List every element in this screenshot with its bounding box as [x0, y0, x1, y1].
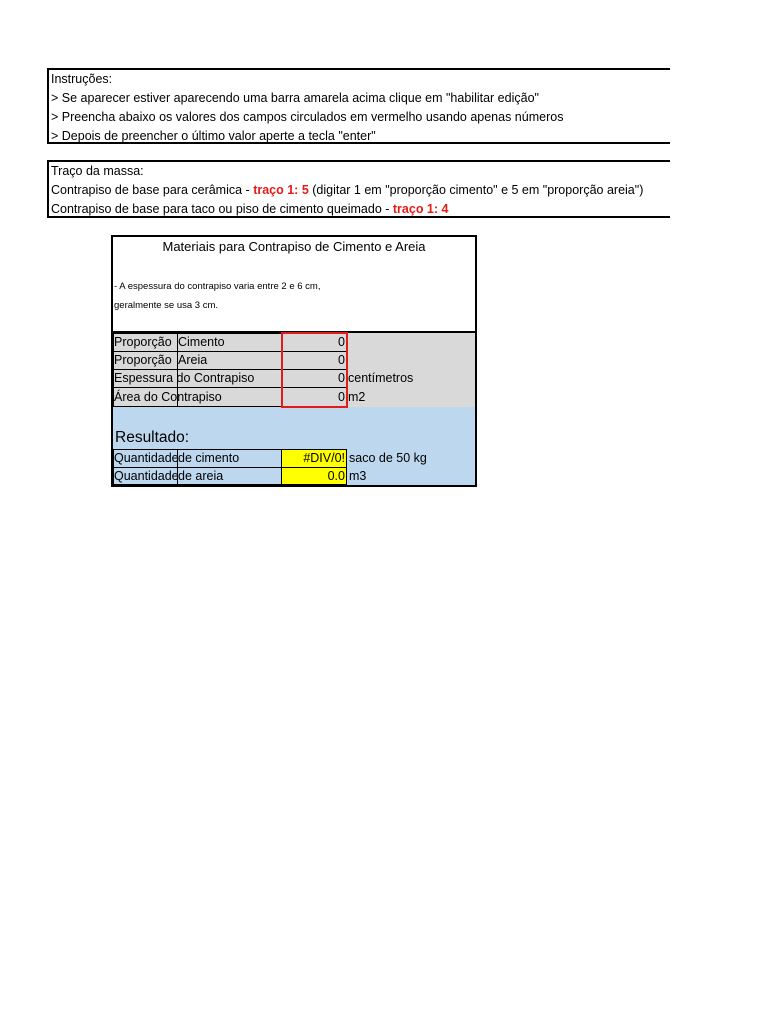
calculator-table — [111, 235, 477, 487]
traco-line1-ratio: traço 1: 5 — [253, 183, 309, 197]
instruction-line-1: > Se aparecer estiver aparecendo uma barra amarela acima clique em "habilitar edição" — [51, 91, 539, 105]
quantidade-cimento-value: #DIV/0! — [303, 451, 345, 465]
input-highlight-frame — [281, 332, 348, 408]
quantidade-cimento-label-b: de cimento — [178, 451, 240, 465]
area-unit: m2 — [348, 390, 366, 404]
area-input[interactable]: 0 — [338, 390, 345, 404]
proporcao-cimento-input[interactable]: 0 — [338, 335, 345, 349]
quantidade-areia-value: 0.0 — [327, 469, 345, 483]
instruction-line-3: > Depois de preencher o último valor aperte a tecla "enter" — [51, 129, 376, 143]
instructions-box — [47, 68, 670, 144]
espessura-input[interactable]: 0 — [338, 371, 345, 385]
result-heading: Resultado: — [115, 429, 190, 446]
quantidade-areia-label-b: de areia — [178, 469, 224, 483]
traco-line2-ratio: traço 1: 4 — [392, 202, 449, 216]
thickness-note-line-2: geralmente se usa 3 cm. — [114, 300, 219, 311]
traco-title: Traço da massa: — [51, 164, 144, 178]
proporcao-areia-label-a: Proporção — [114, 353, 172, 367]
traco-line1-suffix: (digitar 1 em "proporção cimento" e 5 em "proporção areia") — [308, 183, 644, 197]
traco-line-taco — [49, 200, 670, 219]
quantidade-cimento-unit: saco de 50 kg — [349, 451, 427, 465]
proporcao-cimento-label-b: Cimento — [178, 335, 225, 349]
calculator-title: Materiais para Contrapiso de Cimento e Areia — [162, 239, 426, 254]
quantidade-cimento-label-a: Quantidade — [114, 451, 179, 465]
traco-line1-prefix: Contrapiso de base para cerâmica - — [51, 183, 254, 197]
quantidade-areia-label-a: Quantidade — [114, 469, 179, 483]
proporcao-cimento-label-a: Proporção — [114, 335, 172, 349]
traco-box — [47, 160, 670, 218]
quantidade-areia-unit: m3 — [349, 469, 367, 483]
espessura-label: Espessura do Contrapiso — [114, 371, 255, 385]
espessura-unit: centímetros — [348, 371, 414, 385]
proporcao-areia-label-b: Areia — [178, 353, 208, 367]
traco-line-ceramica — [49, 181, 670, 200]
thickness-note-line-1: - A espessura do contrapiso varia entre 2 e 6 cm, — [114, 281, 321, 292]
area-label: Área do Contrapiso — [114, 390, 222, 404]
instructions-title: Instruções: — [51, 72, 113, 86]
instruction-line-2: > Preencha abaixo os valores dos campos circulados em vermelho usando apenas números — [51, 110, 564, 124]
traco-line2-prefix: Contrapiso de base para taco ou piso de cimento queimado - — [51, 202, 393, 216]
proporcao-areia-input[interactable]: 0 — [338, 353, 345, 367]
